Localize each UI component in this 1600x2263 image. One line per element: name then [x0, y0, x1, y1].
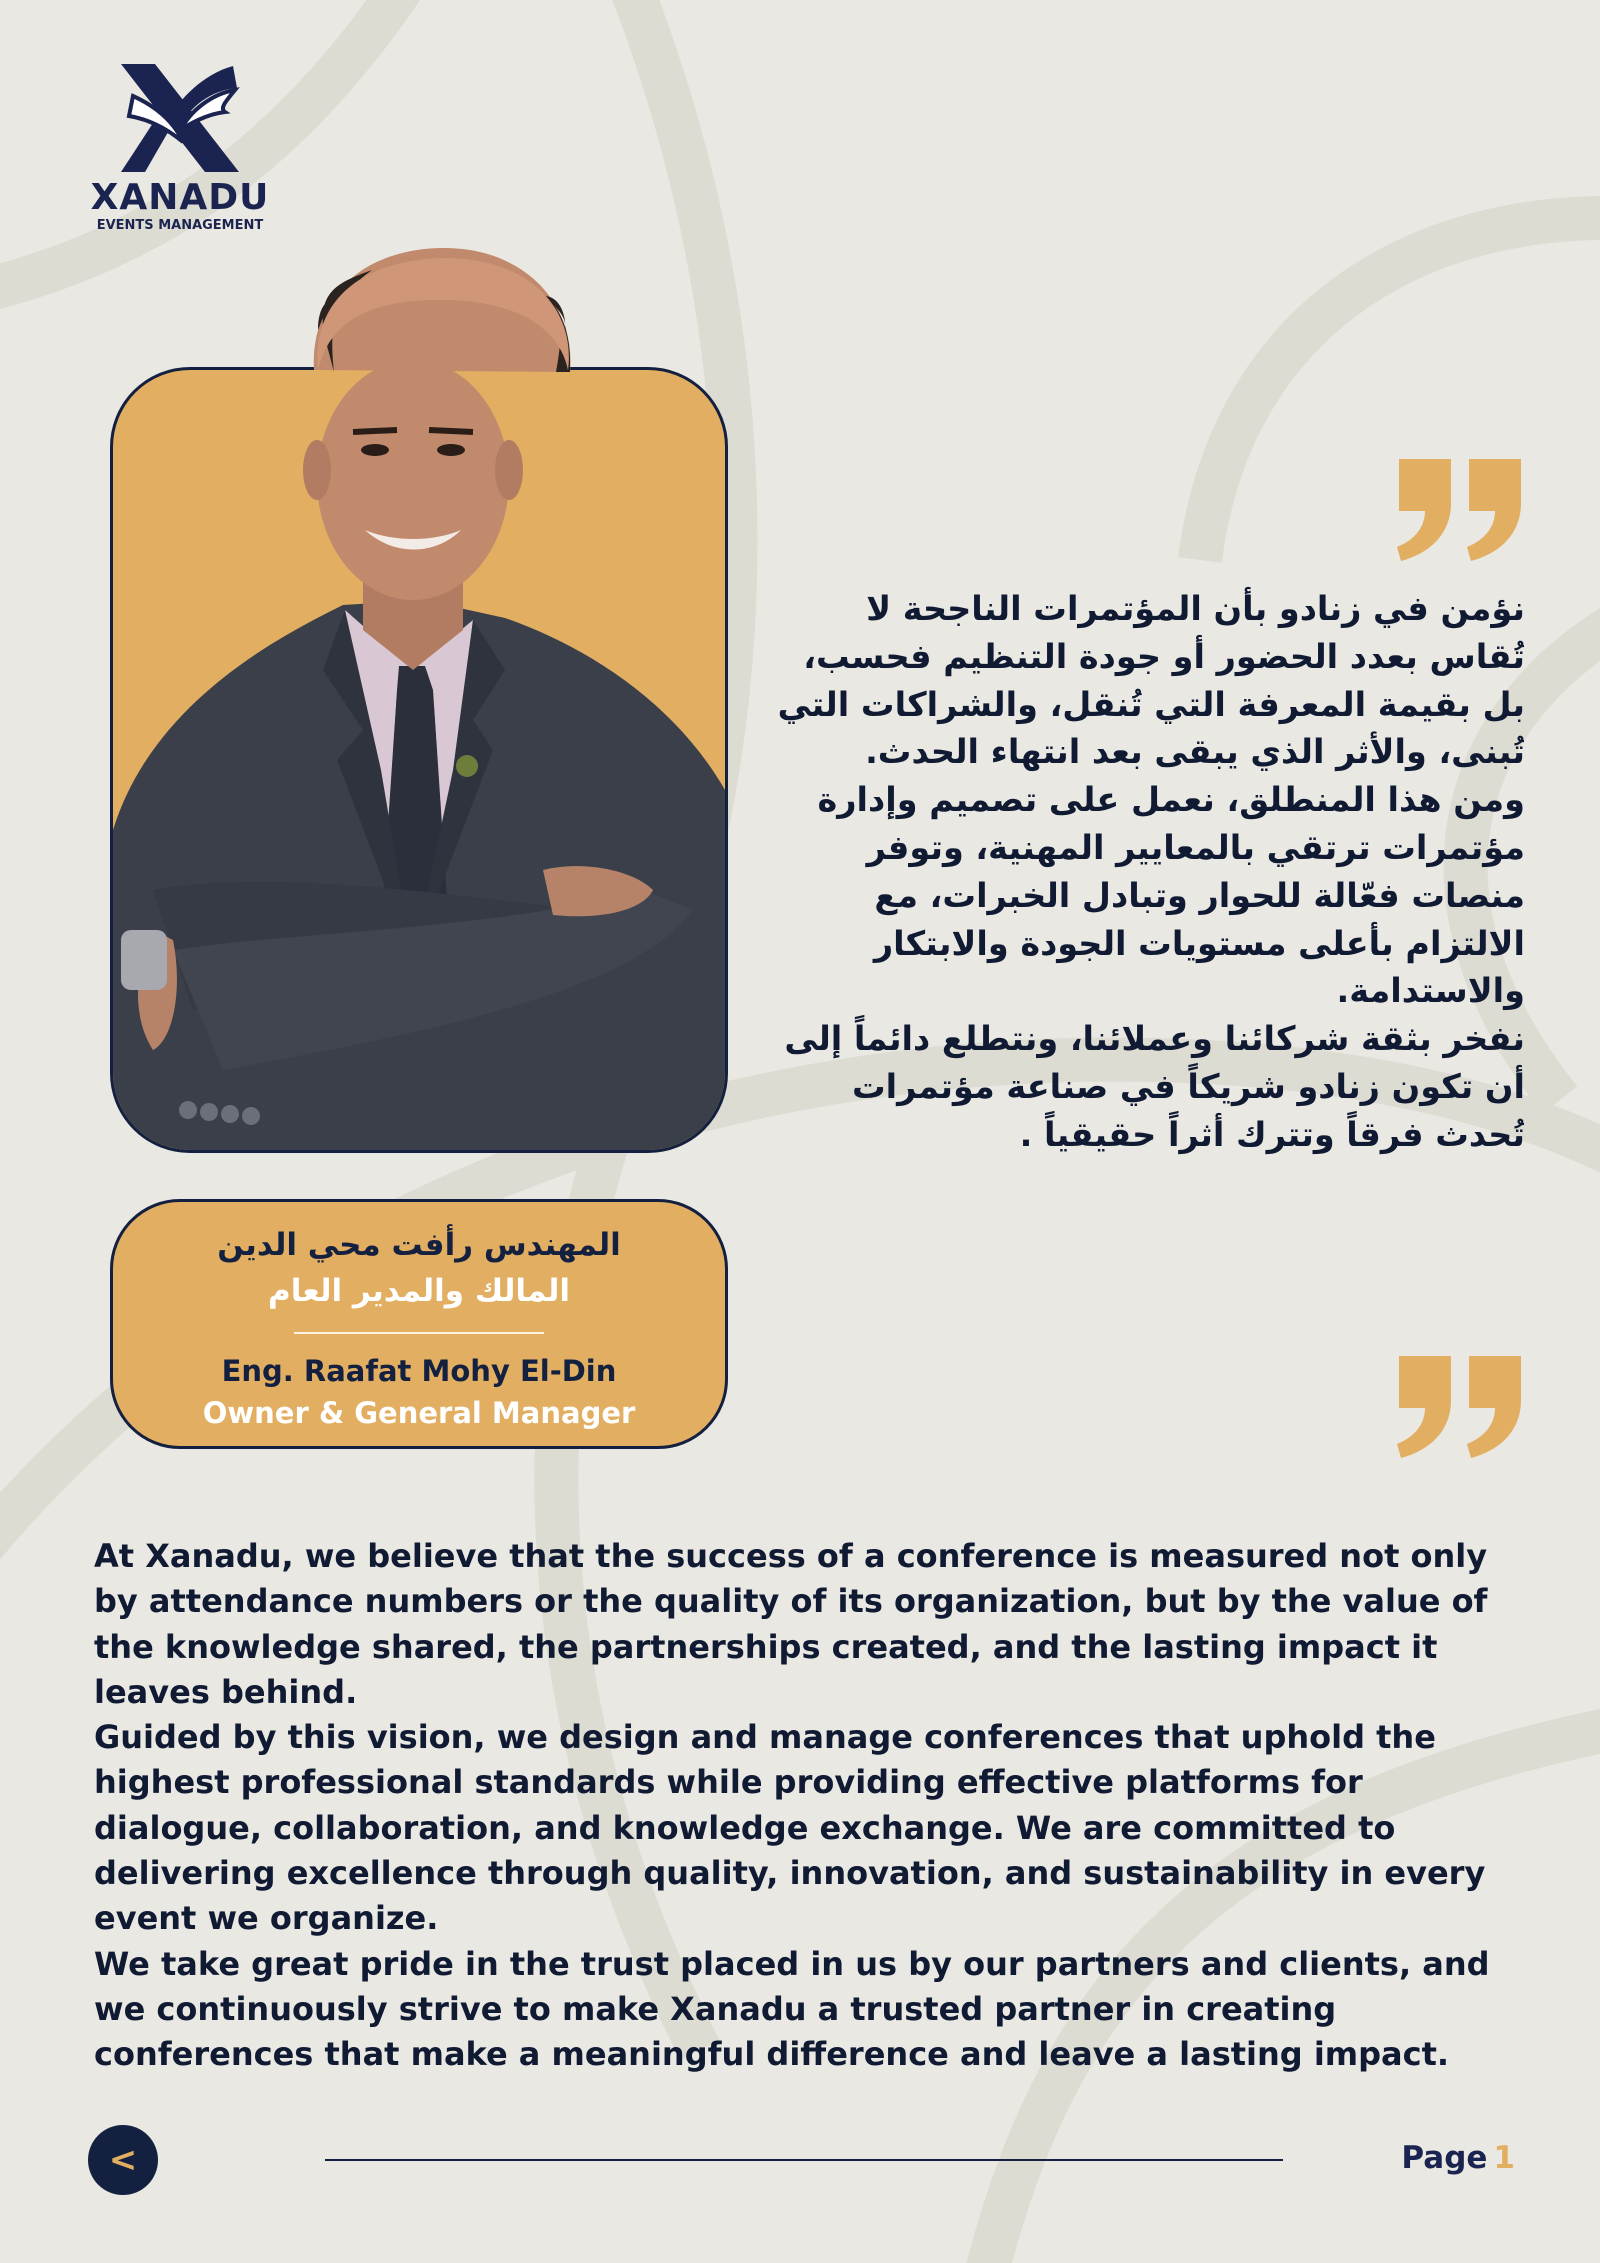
brand-name: XANADU — [90, 177, 270, 218]
page-indicator — [1380, 2138, 1515, 2178]
card-divider — [294, 1332, 544, 1334]
message-arabic: نؤمن في زنادو بأن المؤتمرات الناجحة لا تُقاس بعدد الحضور أو جودة التنظيم فحسب، بل بقيمة المعرفة التي تُنقل، والشراكات التي تُبنى، والأثر الذي يبقى بعد انتهاء الحدث. ومن هذا المنطلق، نعمل على تصميم وإدارة مؤتمرات ترتقي بالمعايير المهنية، وتوفر منصات فعّالة للحوار وتبادل الخبرات، مع الالتزام بأعلى مستويات الجودة والابتكار والاستدامة. نفخر بثقة شركائنا وعملائنا، ونتطلع دائماً إلى أن تكون زنادو شريكاً في صناعة مؤتمرات تُحدث فرقاً وتترك أثراً حقيقياً . — [777, 589, 1525, 1154]
person-title-ar: المالك والمدير العام — [267, 1273, 571, 1309]
page-label: Page — [1401, 2140, 1488, 2176]
footer-divider — [325, 2159, 1283, 2161]
person-name-en: Eng. Raafat Mohy El-Din — [221, 1354, 617, 1388]
quote-marks-icon — [1395, 1352, 1525, 1462]
chevron-left-icon: < — [108, 2140, 138, 2180]
page-number: 1 — [1493, 2140, 1515, 2176]
message-english: At Xanadu, we believe that the success of a conference is measured not only by attendance numbers or the quality of its organization, but by the value of the knowledge shared, the partnerships created, and the lasting impact it leaves behind. Guided by this vision, we design and manage conferences that uphold the highest professional standards while providing effective platforms for dialogue, collaboration, and knowledge exchange. We are committed to delivering excellence through quality, innovation, and sustainability in every event we organize. We take great pride in the trust placed in us by our partners and clients, and we continuously strive to make Xanadu a trusted partner in creating conferences that make a meaningful difference and leave a lasting impact. — [94, 1537, 1490, 2074]
person-name-ar: المهندس رأفت محي الدين — [217, 1227, 621, 1263]
name-card — [110, 1199, 728, 1449]
portrait-frame — [110, 367, 728, 1153]
back-button[interactable] — [88, 2125, 158, 2195]
portrait-photo — [113, 370, 725, 1150]
brand-tagline: EVENTS MANAGEMENT — [96, 218, 264, 233]
portrait-head — [0, 0, 1600, 400]
person-title-en: Owner & General Manager — [202, 1396, 636, 1430]
quote-marks-icon — [1395, 455, 1525, 565]
